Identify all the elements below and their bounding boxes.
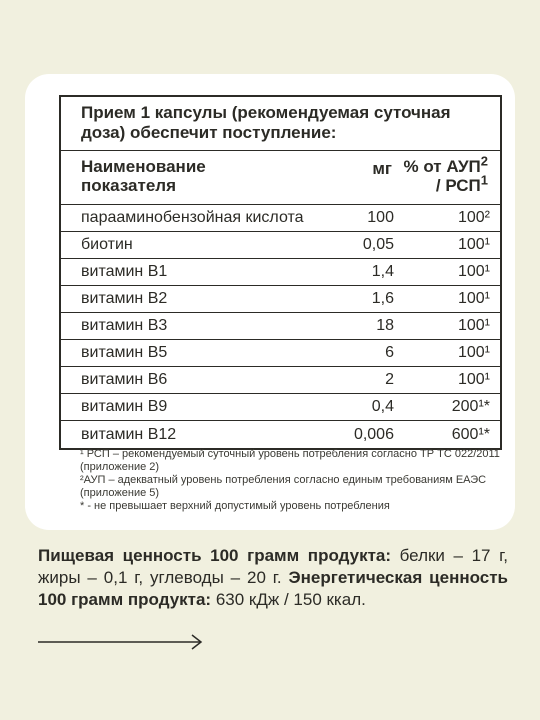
arrow-right-icon[interactable] bbox=[38, 633, 208, 651]
table-row bbox=[61, 394, 500, 421]
header-name: Наименование показателя bbox=[81, 157, 206, 195]
table-row bbox=[61, 286, 500, 313]
cell-name: биотин bbox=[81, 236, 133, 253]
cell-mg: 1,6 bbox=[371, 290, 394, 307]
cell-pct: 100¹ bbox=[457, 317, 490, 334]
cell-pct: 100¹ bbox=[457, 290, 490, 307]
table-row bbox=[61, 259, 500, 286]
table-row bbox=[61, 421, 500, 448]
cell-name: витамин В6 bbox=[81, 371, 168, 388]
cell-name: витамин В12 bbox=[81, 425, 177, 443]
cell-mg: 0,4 bbox=[371, 398, 394, 415]
table-row bbox=[61, 313, 500, 340]
cell-mg: 0,05 bbox=[362, 236, 394, 253]
cell-name: витамин В3 bbox=[81, 317, 168, 334]
cell-name: витамин В9 bbox=[81, 398, 168, 415]
cell-mg: 2 bbox=[385, 371, 394, 388]
cell-pct: 100¹ bbox=[457, 344, 490, 361]
cell-pct: 100¹ bbox=[457, 371, 490, 388]
cell-pct: 100¹ bbox=[457, 263, 490, 280]
cell-mg: 100 bbox=[367, 209, 394, 226]
footnote: * - не превышает верхний допустимый уровень потребления bbox=[80, 500, 390, 512]
nutrition-info: Пищевая ценность 100 грамм продукта: белки – 17 г, жиры – 0,1 г, углеводы – 20 г. Энергетическая ценность 100 грамм продукта: 630 кДж / 150 ккал. bbox=[38, 546, 508, 609]
header-pct: % от АУП$^2$ / РСП$^1$ bbox=[403, 153, 488, 195]
table-row bbox=[61, 205, 500, 232]
cell-name: парааминобензойная кислота bbox=[81, 209, 304, 226]
cell-pct: 100¹ bbox=[457, 236, 490, 253]
composition-table bbox=[59, 95, 502, 450]
table-intro: Прием 1 капсулы (рекомендуемая суточная доза) обеспечит поступление: bbox=[61, 97, 500, 151]
cell-name: витамин В5 bbox=[81, 344, 168, 361]
header-mg: мг bbox=[372, 159, 393, 178]
cell-pct: 100² bbox=[457, 209, 490, 226]
table-header bbox=[61, 151, 500, 205]
table-row bbox=[61, 367, 500, 394]
cell-pct: 200¹* bbox=[451, 398, 490, 415]
cell-name: витамин В2 bbox=[81, 290, 168, 307]
cell-mg: 18 bbox=[376, 317, 394, 334]
composition-card bbox=[25, 74, 515, 530]
footnotes bbox=[80, 448, 510, 513]
cell-mg: 0,006 bbox=[353, 425, 394, 443]
cell-mg: 6 bbox=[385, 344, 394, 361]
footnote: ²АУП – адекватный уровень потребления согласно единым требованиям ЕАЭС (приложение 5) bbox=[80, 474, 487, 499]
table-row bbox=[61, 340, 500, 367]
table-row bbox=[61, 232, 500, 259]
footnote: ¹ РСП – рекомендуемый суточный уровень потребления согласно ТР ТС 022/2011 (приложение 2) bbox=[80, 448, 500, 473]
table-body bbox=[61, 205, 500, 448]
cell-mg: 1,4 bbox=[371, 263, 394, 280]
cell-name: витамин В1 bbox=[81, 263, 168, 280]
cell-pct: 600¹* bbox=[451, 425, 490, 443]
